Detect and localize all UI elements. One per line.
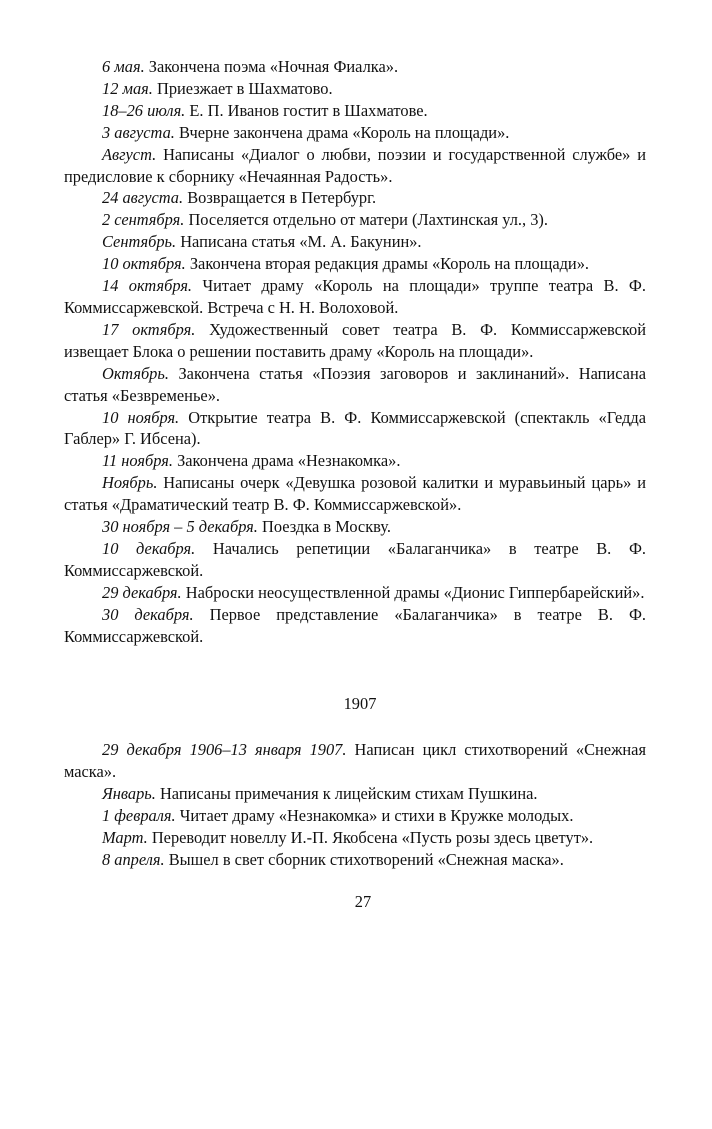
entry-text: Читает драму «Незнакомка» и стихи в Кружке молодых. (179, 806, 574, 826)
chronology-entry (64, 319, 646, 363)
chronology-entry (64, 472, 646, 516)
entry-date: Август. (102, 144, 157, 164)
entry-text: Вчерне закончена драма «Король на площади». (179, 122, 510, 142)
entry-date: 17 октября. (102, 319, 196, 339)
entry-text: Наброски неосуществленной драмы «Дионис Гиппербарейский». (185, 582, 645, 602)
chronology-entry (64, 187, 646, 209)
chronology-entry (64, 144, 646, 188)
chronology-entry (64, 538, 646, 582)
entry-date: 3 августа. (102, 122, 175, 142)
entry-text: Переводит новеллу И.-П. Якобсена «Пусть розы здесь цветут». (151, 828, 594, 847)
chronology-entry (64, 100, 646, 122)
entry-text: Открытие театра В. Ф. Коммиссаржевской (спектакль «Гедда Габлер» Г. Ибсена). (64, 407, 646, 449)
entry-date: Январь. (102, 784, 156, 804)
entry-date: Ноябрь. (102, 473, 158, 493)
entry-text: Первое представление «Балаганчика» в театре В. Ф. Коммиссаржевской. (64, 604, 646, 646)
chronology-entry (64, 78, 646, 100)
chronology-entry (64, 805, 646, 827)
year-heading: 1907 (343, 694, 377, 714)
entry-text: Возвращается в Петербург. (187, 188, 377, 208)
entry-date: 11 ноября. (102, 451, 173, 471)
entry-date: 8 апреля. (102, 849, 165, 869)
entry-date: 30 ноября – 5 декабря. (102, 517, 258, 537)
entry-date: Сентябрь. (102, 232, 177, 252)
chronology-entry (64, 56, 646, 78)
page-number: 27 (354, 891, 372, 911)
entry-text: Поселяется отдельно от матери (Лахтинская ул., 3). (188, 210, 548, 230)
entry-text: Поездка в Москву. (262, 517, 392, 537)
entry-text: Написаны очерк «Девушка розовой калитки и муравьиный царь» и статья «Драматический театр В. Ф. Коммиссаржевской». (64, 473, 646, 515)
chronology-entry (64, 231, 646, 253)
entry-text: Закончена вторая редакция драмы «Король на площади». (189, 254, 589, 274)
chronology-1906 (64, 56, 646, 647)
entry-text: Закончена драма «Незнакомка». (177, 451, 401, 471)
entry-date: 6 мая. (102, 57, 145, 76)
chronology-entry (64, 783, 646, 805)
chronology-1907 (64, 739, 646, 870)
entry-date: 29 декабря 1906–13 января 1907. (102, 740, 347, 760)
entry-date: Октябрь. (102, 363, 169, 383)
entry-date: 10 ноября. (102, 407, 180, 427)
entry-date: 1 февраля. (102, 806, 176, 826)
entry-text: Художественный совет театра В. Ф. Коммиссаржевской извещает Блока о решении поставить драму «Король на площади». (64, 319, 646, 361)
chronology-entry (64, 739, 646, 783)
entry-date: 12 мая. (102, 78, 153, 98)
entry-text: Закончена статья «Поэзия заговоров и заклинаний». Написана статья «Безвременье». (64, 363, 646, 405)
chronology-entry (64, 604, 646, 648)
chronology-entry (64, 122, 646, 144)
entry-date: 24 августа. (102, 188, 184, 208)
entry-text: Написана статья «М. А. Бакунин». (180, 232, 422, 252)
entry-text: Написан цикл стихотворений «Снежная маска». (64, 740, 646, 782)
chronology-entry (64, 253, 646, 275)
chronology-entry (64, 363, 646, 407)
entry-text: Вышел в свет сборник стихотворений «Снежная маска». (168, 849, 564, 869)
entry-text: Читает драму «Король на площади» труппе театра В. Ф. Коммиссаржевской. Встреча с Н. Н. Волоховой. (64, 276, 646, 317)
entry-text: Написаны «Диалог о любви, поэзии и государственной службе» и предисловие к сборнику «Нечаянная Радость». (64, 144, 646, 186)
entry-date: 29 декабря. (102, 582, 182, 602)
chronology-entry (64, 407, 646, 451)
entry-date: 14 октября. (102, 276, 193, 296)
chronology-entry (64, 275, 646, 319)
entry-text: Закончена поэма «Ночная Фиалка». (148, 57, 399, 76)
entry-date: 10 октября. (102, 254, 186, 274)
chronology-entry (64, 582, 646, 604)
entry-text: Написаны примечания к лицейским стихам Пушкина. (159, 784, 538, 804)
chronology-entry (64, 450, 646, 472)
entry-text: Начались репетиции «Балаганчика» в театре В. Ф. Коммиссаржевской. (64, 538, 646, 580)
entry-text: Е. П. Иванов гостит в Шахматове. (189, 100, 428, 120)
entry-text: Приезжает в Шахматово. (156, 78, 333, 98)
entry-date: 30 декабря. (102, 604, 194, 624)
chronology-entry (64, 209, 646, 231)
entry-date: Март. (102, 828, 148, 847)
chronology-entry (64, 827, 646, 849)
chronology-entry (64, 849, 646, 871)
entry-date: 2 сентября. (102, 210, 185, 230)
entry-date: 10 декабря. (102, 538, 196, 558)
entry-date: 18–26 июля. (102, 100, 186, 120)
chronology-entry (64, 516, 646, 538)
